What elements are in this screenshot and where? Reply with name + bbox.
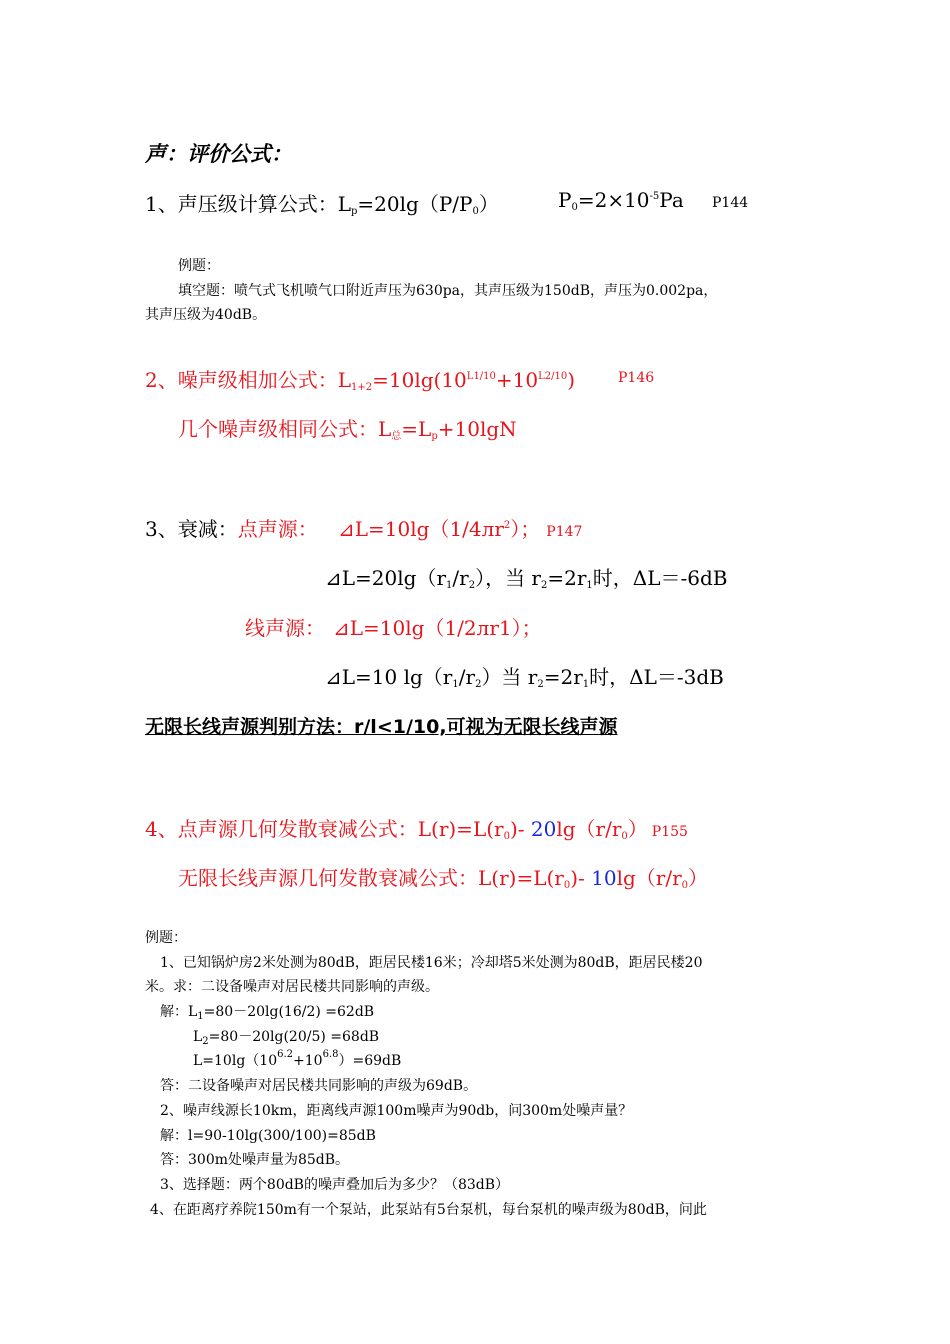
p2-c: ），当 r <box>475 566 541 590</box>
f4l-a: L(r)=L(r <box>478 866 564 890</box>
formula-2-same-label: 几个噪声级相同公式： <box>178 417 378 441</box>
formula-4-page-ref: P155 <box>651 824 688 840</box>
s1a-rest: =80－20lg(16/2) =62dB <box>203 1004 375 1020</box>
s1a: 解：L <box>160 1004 198 1020</box>
p2-a: ⊿L=20lg（r <box>325 566 447 590</box>
formula-1 <box>145 188 499 217</box>
formula-2-same-sub-p: p <box>431 431 438 442</box>
line-eq-b: r1）； <box>489 616 542 640</box>
formula-2-sub: 1+2 <box>351 382 373 393</box>
f4l-b: )- <box>570 866 592 890</box>
formula-2-same-L: L <box>378 417 392 441</box>
f4l-zero: 0 <box>563 880 571 891</box>
example-1-line-1: 填空题：喷气式飞机喷气口附近声压为630pa，其声压级为150dB，声压为0.002pa， <box>178 283 718 299</box>
f4-d: ） <box>627 817 648 841</box>
l2-e: 时，ΔL＝-3dB <box>589 665 724 689</box>
point-eq-sq: 2 <box>503 520 511 531</box>
formula-2-sup-1: L1/10 <box>466 371 496 382</box>
formula-3-label: 3、衰减： <box>145 517 238 541</box>
formula-2-page-ref: P146 <box>618 370 655 386</box>
l2-b: /r <box>458 665 476 689</box>
s1b: L <box>193 1029 203 1045</box>
l2-s3: 2 <box>537 679 544 690</box>
p0-eq: =2×10 <box>577 188 650 212</box>
f4l-d: ） <box>688 866 709 890</box>
l2-d: =2r <box>543 665 583 689</box>
formula-2-plus: +10 <box>495 368 539 392</box>
formula-1-L: L <box>337 192 352 216</box>
line-eq-a: ⊿L=10lg（1/2 <box>333 616 477 640</box>
example-q2-solution: 解：l=90-10lg(300/100)=85dB <box>160 1128 376 1144</box>
s1c-end: ）=69dB <box>338 1053 402 1069</box>
f4l-coef: 10 <box>591 866 617 890</box>
formula-1-close: ） <box>478 192 499 216</box>
formula-2-same-levels <box>178 413 517 442</box>
p0-unit: Pa <box>659 188 684 212</box>
p0-sub: 0 <box>571 202 578 213</box>
examples-head: 例题： <box>145 930 187 946</box>
example-q1-solution-2 <box>193 1026 379 1046</box>
p2-e: 时，ΔL＝-6dB <box>592 566 728 590</box>
f4l-zero-2: 0 <box>681 880 689 891</box>
s1c-e2: 6.8 <box>322 1049 339 1060</box>
formula-2 <box>145 364 575 393</box>
infinite-line-source-rule: 无限长线声源判别方法：r/l<1/10,可视为无限长线声源 <box>145 716 618 738</box>
point-source-eq-2 <box>325 562 728 591</box>
formula-1-eq: =20lg（P/P <box>357 192 473 216</box>
formula-1-label: 1、声压级计算公式： <box>145 192 338 216</box>
example-q1-solution-1 <box>160 1001 374 1021</box>
p2-s4: 1 <box>586 580 593 591</box>
point-eq-pi: л <box>481 517 495 541</box>
l2-s2: 2 <box>475 679 482 690</box>
line-source-eq <box>245 612 542 641</box>
f4-c: lg（r/r <box>556 817 622 841</box>
formula-2-label: 2、噪声级相加公式： <box>145 368 338 392</box>
point-source-label: 点声源： <box>237 517 318 541</box>
l2-c: ）当 r <box>481 665 538 689</box>
formula-1-zero-sub: 0 <box>472 206 479 217</box>
s1b-rest: =80－20lg(20/5) =68dB <box>208 1029 380 1045</box>
example-q3: 3、选择题：两个80dB的噪声叠加后为多少？（83dB） <box>160 1177 510 1193</box>
formula-2-close: ) <box>567 368 576 392</box>
formula-1-p-sub: p <box>351 206 358 217</box>
s1a-sub: 1 <box>197 1011 204 1022</box>
formula-1-reference-pressure <box>558 188 684 212</box>
s1c: L=10lg（10 <box>193 1053 278 1069</box>
f4-coef: 20 <box>530 817 557 841</box>
formula-1-page-ref: P144 <box>712 195 749 211</box>
p2-b: /r <box>452 566 469 590</box>
formula-2-sup-2: L2/10 <box>538 371 568 382</box>
example-1-head: 例题： <box>178 258 220 274</box>
point-eq-a: ⊿L=10lg（1/4 <box>338 517 482 541</box>
formula-3-point-source <box>145 513 318 542</box>
s1c-e1: 6.2 <box>277 1049 294 1060</box>
line-source-label: 线声源： <box>245 616 325 640</box>
s1c-m: +10 <box>293 1053 323 1069</box>
l2-a: ⊿L=10 lg（r <box>325 665 453 689</box>
formula-4-point <box>145 813 688 842</box>
formula-4-label: 4、点声源几何发散衰减公式： <box>145 817 418 841</box>
example-q2-answer: 答：300m处噪声量为85dB。 <box>160 1152 350 1168</box>
p0-exp: -5 <box>649 191 660 202</box>
line-source-eq-2 <box>325 661 724 690</box>
example-1-line-2: 其声压级为40dB。 <box>145 307 267 323</box>
example-q2: 2、噪声线源长10km，距离线声源100m噪声为90db，问300m处噪声量？ <box>160 1103 633 1119</box>
example-q1-solution-3 <box>193 1050 401 1070</box>
example-q1-line-2: 米。求：二设备噪声对居民楼共同影响的声级。 <box>145 979 439 995</box>
point-eq-end: ）； <box>510 517 541 541</box>
point-source-eq <box>338 513 582 542</box>
f4l-c: lg（r/r <box>616 866 682 890</box>
p2-s3: 2 <box>541 580 548 591</box>
formula-2-same-sub: 总 <box>391 431 402 442</box>
p2-s2: 2 <box>468 580 476 591</box>
p2-d: =2r <box>547 566 587 590</box>
s1b-sub: 2 <box>202 1036 209 1047</box>
formula-4-line <box>178 862 708 891</box>
formula-2-L: L <box>337 368 352 392</box>
f4-zero-2: 0 <box>621 831 628 842</box>
formula-2-same-tail: +10lgN <box>437 417 517 441</box>
page-title: 声：评价公式： <box>145 142 292 166</box>
f4-b: )- <box>509 817 531 841</box>
p2-s1: 1 <box>446 580 453 591</box>
formula-3-page-ref: P147 <box>546 524 583 540</box>
example-q1-answer: 答：二设备噪声对居民楼共同影响的声级为69dB。 <box>160 1078 478 1094</box>
p0-label: P <box>558 188 572 212</box>
l2-s4: 1 <box>582 679 590 690</box>
f4-a: L(r)=L(r <box>417 817 504 841</box>
example-q1-line-1: 1、已知锅炉房2米处测为80dB，距居民楼16米；冷却塔5米处测为80dB，距居民楼20 <box>160 955 703 971</box>
formula-2-same-eq: =L <box>401 417 432 441</box>
example-q4: 4、在距离疗养院150m有一个泵站，此泵站有5台泵机，每台泵机的噪声级为80dB，问此 <box>150 1202 707 1218</box>
formula-4-label-2: 无限长线声源几何发散衰减公式： <box>178 866 478 890</box>
formula-2-eq: =10lg(10 <box>372 368 467 392</box>
l2-s1: 1 <box>452 679 459 690</box>
f4-zero: 0 <box>503 831 510 842</box>
point-eq-r: r <box>494 517 504 541</box>
line-eq-pi: л <box>476 616 490 640</box>
